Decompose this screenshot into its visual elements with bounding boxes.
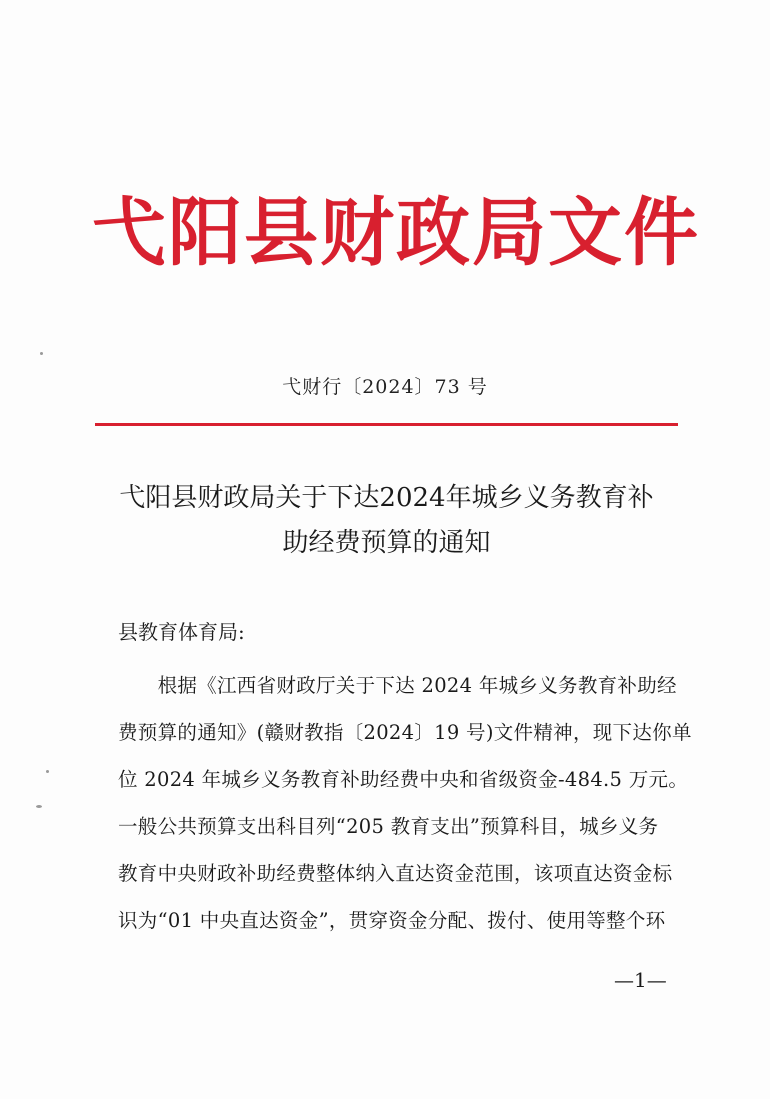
notice-title-line-1: 弋阳县财政局关于下达2024年城乡义务教育补 [119,483,654,513]
body-line: 教育中央财政补助经费整体纳入直达资金范围，该项直达资金标 [118,862,673,885]
body-line: 根据《江西省财政厅关于下达 2024 年城乡义务教育补助经 [118,674,677,697]
document-number: 弋财行〔2024〕73 号 [282,376,488,398]
notice-title [95,476,678,566]
addressee: 县教育体育局: [118,620,245,644]
red-divider-line [95,423,678,426]
scan-speck [36,805,42,808]
document-header-title: 弋阳县财政局文件 [92,190,700,276]
body-paragraph [118,662,690,944]
body-line: 识为“01 中央直达资金”，贯穿资金分配、拨付、使用等整个环 [118,909,666,932]
body-line: 费预算的通知》(赣财教指〔2024〕19 号)文件精神，现下达你单 [118,721,692,744]
notice-title-line-2: 助经费预算的通知 [282,528,491,558]
scan-speck [46,770,49,773]
page-number: —1— [614,968,667,992]
body-line: 位 2024 年城乡义务教育补助经费中央和省级资金-484.5 万元。 [118,768,689,791]
body-line: 一般公共预算支出科目列“205 教育支出”预算科目，城乡义务 [118,815,659,838]
scan-speck [40,352,43,355]
